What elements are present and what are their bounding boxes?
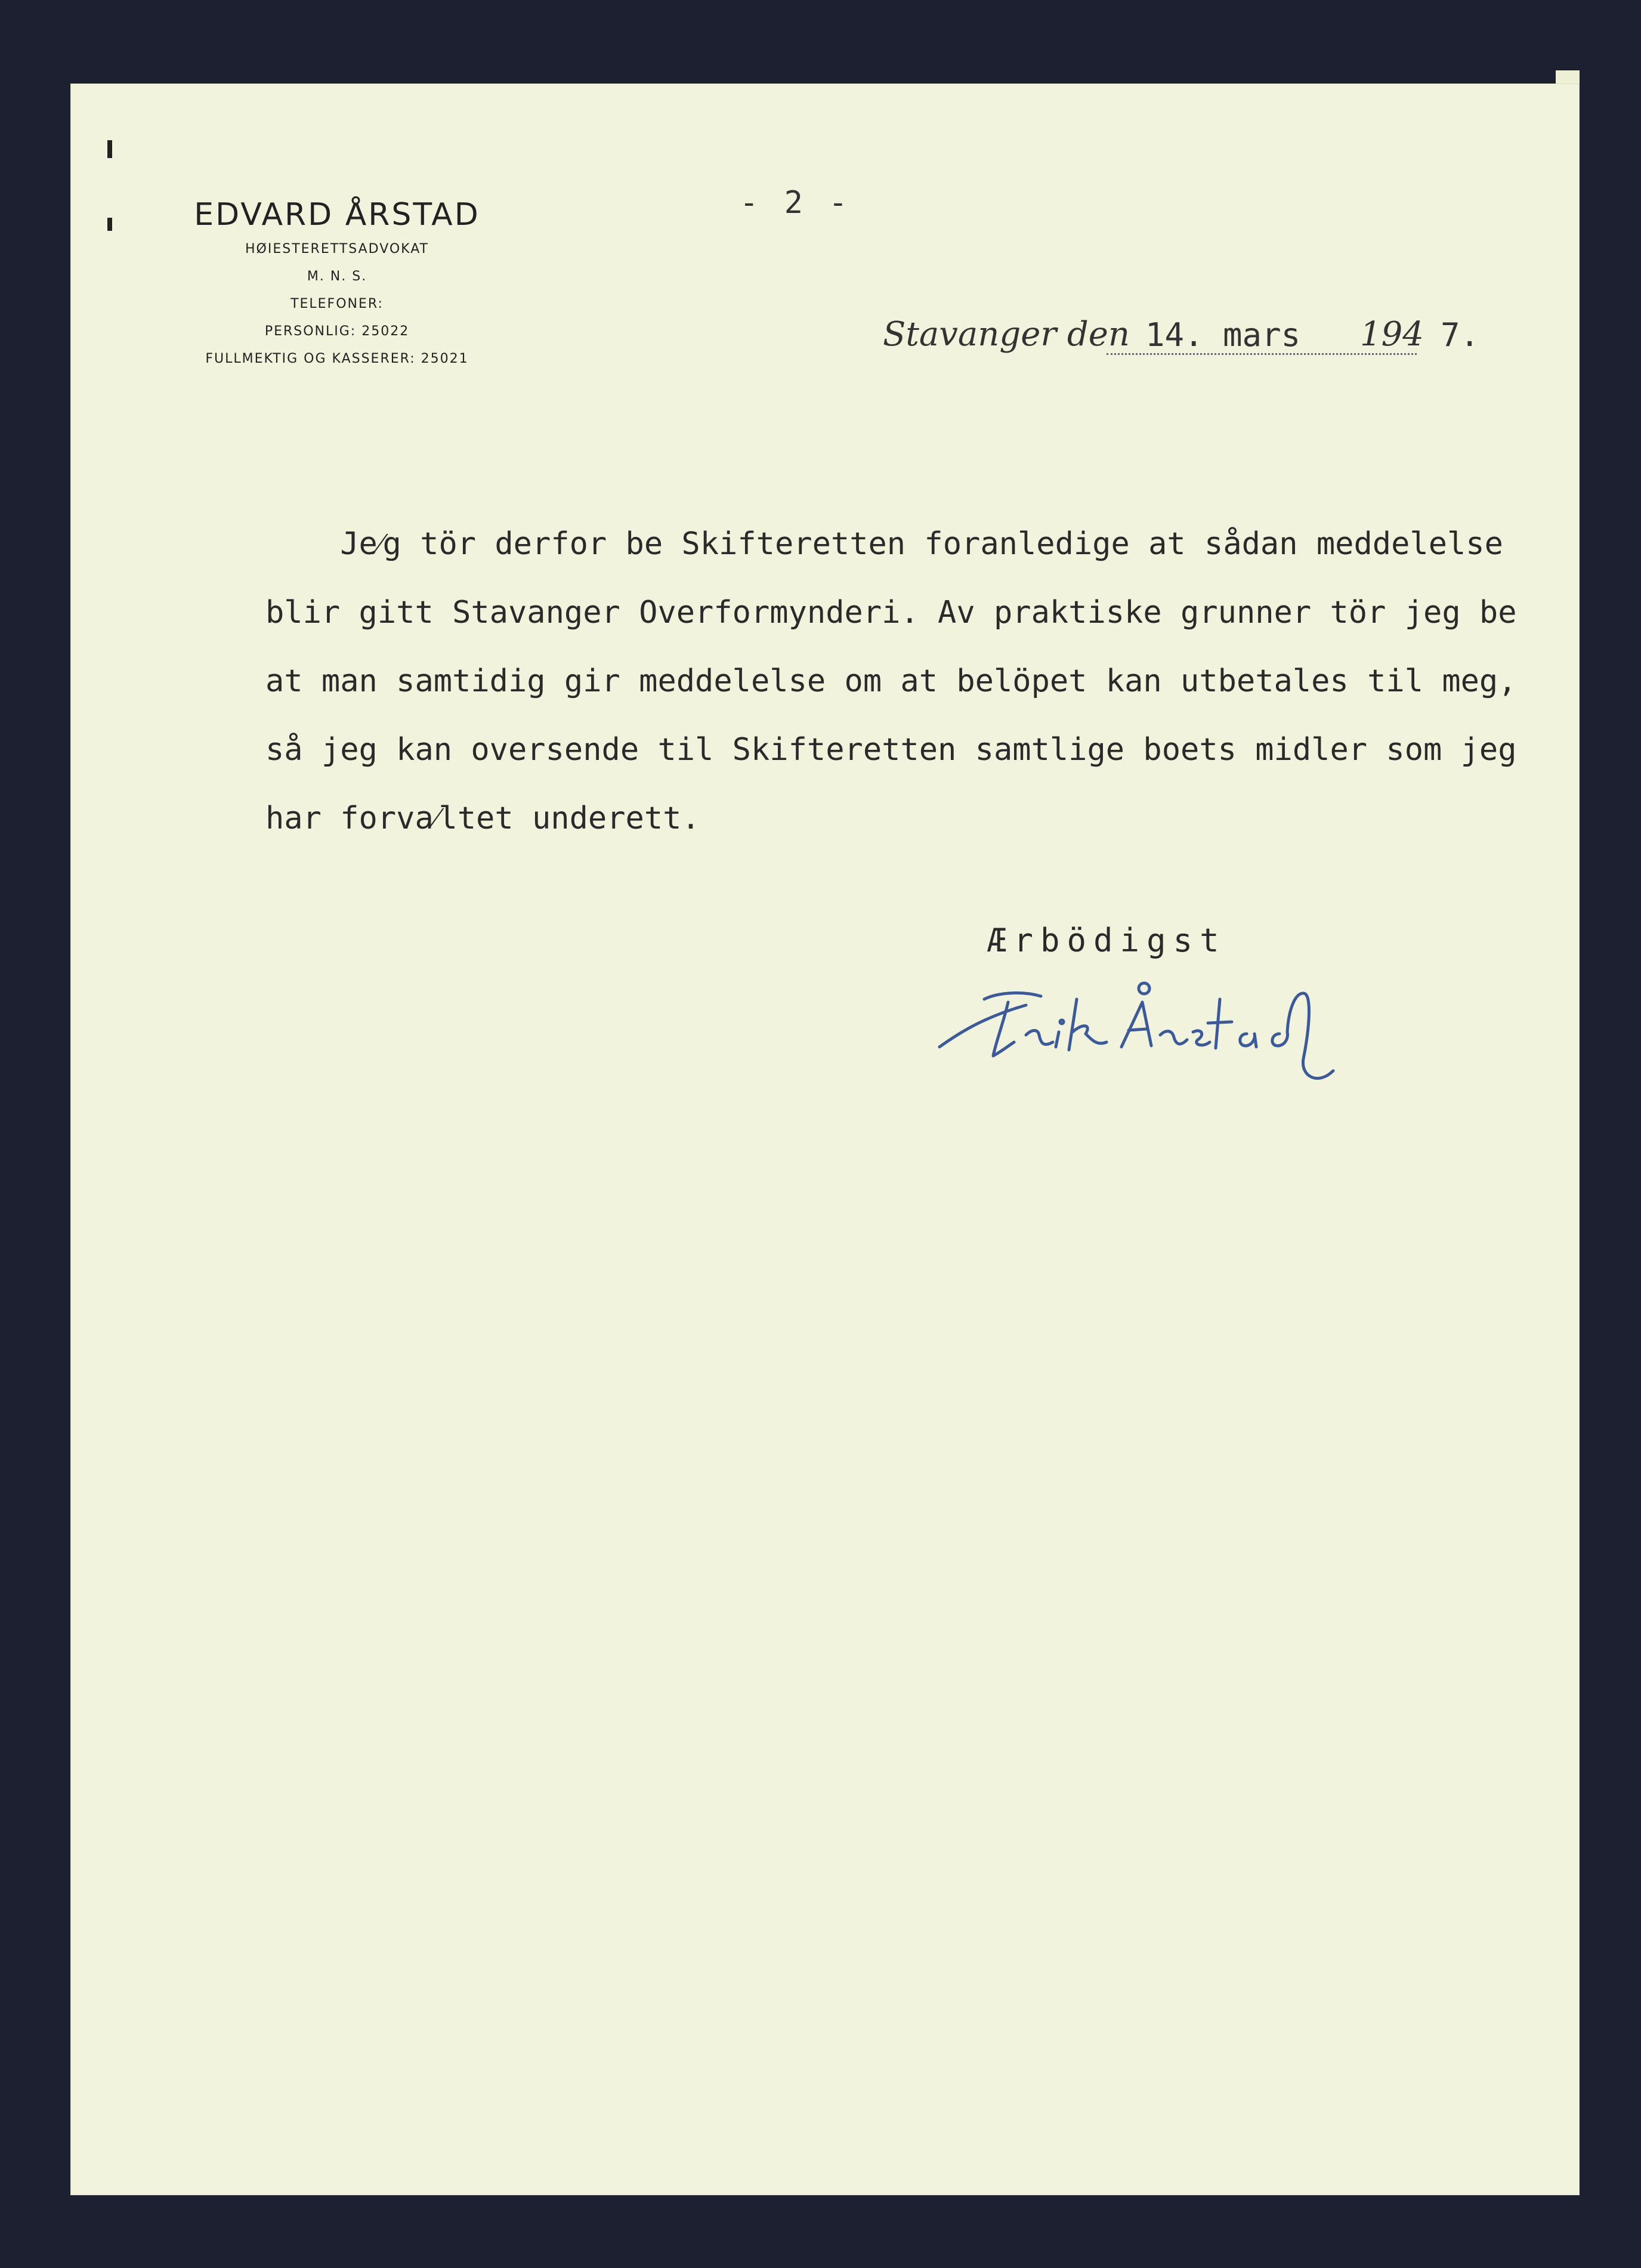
letter-page: [70, 84, 1580, 2195]
body-line: Je⁄g tör derfor be Skifteretten foranledige at sådan meddelelse: [265, 526, 1503, 562]
body-line: blir gitt Stavanger Overformynderi. Av praktiske grunner tör jeg be: [265, 595, 1517, 631]
dateline-year-prefix: 194: [1360, 315, 1424, 354]
letterhead-personal-phone: PERSONLIG: 25022: [264, 324, 410, 339]
letter-body: [265, 510, 1518, 853]
letterhead: [116, 194, 558, 373]
dateline-year-suffix: 7.: [1441, 316, 1480, 354]
dateline: [883, 310, 1479, 370]
letterhead-title: HØIESTERETTSADVOKAT: [245, 242, 429, 257]
dateline-place: Stavanger den: [883, 315, 1130, 354]
binder-mark-top: [107, 140, 112, 158]
page-number: - 2 -: [740, 185, 851, 221]
dateline-date: 14. mars: [1145, 316, 1301, 354]
letterhead-name: EDVARD ÅRSTAD: [194, 197, 480, 233]
handwritten-signature: [937, 975, 1366, 1095]
body-line: har forva⁄ltet underett.: [265, 801, 700, 836]
binder-mark-bottom: [107, 218, 112, 231]
letterhead-agent-phone: FULLMEKTIG OG KASSERER: 25021: [205, 351, 469, 366]
body-line: at man samtidig gir meddelelse om at belöpet kan utbetales til meg,: [265, 663, 1517, 699]
closing-salutation: Ærbödigst: [987, 922, 1226, 959]
body-line: så jeg kan oversende til Skifteretten samtlige boets midler som jeg: [265, 732, 1517, 768]
letterhead-membership: M. N. S.: [307, 269, 367, 284]
letterhead-phones-label: TELEFONER:: [291, 296, 384, 311]
